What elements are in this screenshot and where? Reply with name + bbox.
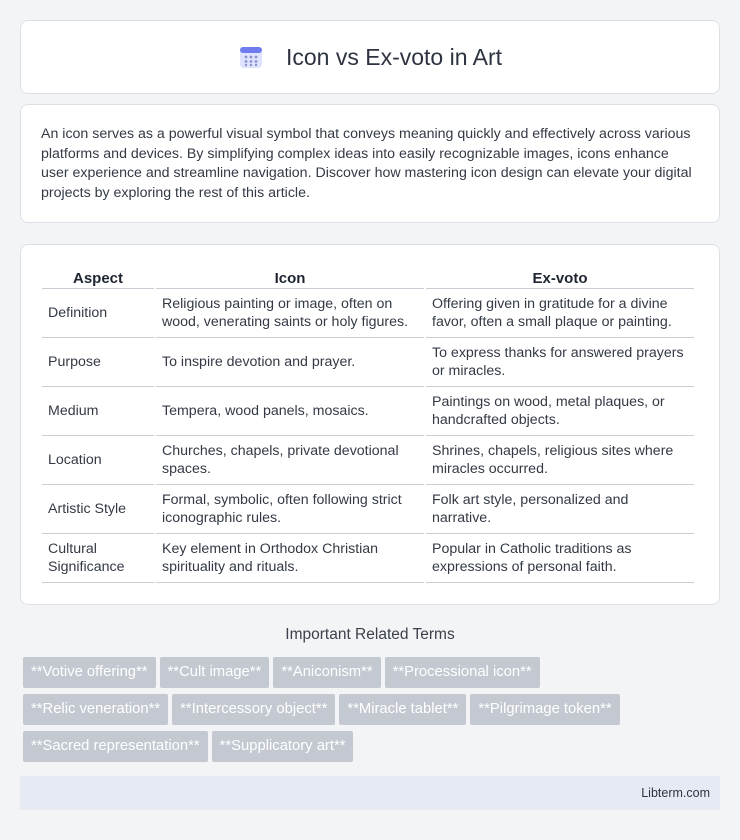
related-term-tag[interactable]: **Pilgrimage token** — [470, 694, 619, 725]
cell-icon: Religious painting or image, often on wood, venerating saints or holy figures. — [156, 289, 424, 338]
cell-icon: Churches, chapels, private devotional spaces. — [156, 436, 424, 485]
related-term-tag[interactable]: **Sacred representation** — [23, 731, 208, 762]
footer — [20, 776, 720, 810]
related-term-tag[interactable]: **Votive offering** — [23, 657, 156, 688]
table-row — [42, 289, 694, 338]
header-aspect: Aspect — [42, 262, 154, 289]
cell-exvoto: Folk art style, personalized and narrative. — [426, 485, 694, 534]
table-header-row — [42, 262, 694, 289]
calendar-icon — [238, 44, 264, 70]
related-term-tag[interactable]: **Miracle tablet** — [339, 694, 466, 725]
cell-aspect: Artistic Style — [42, 485, 154, 534]
cell-exvoto: Shrines, chapels, religious sites where miracles occurred. — [426, 436, 694, 485]
table-row — [42, 338, 694, 387]
cell-exvoto: To express thanks for answered prayers or miracles. — [426, 338, 694, 387]
related-term-tag[interactable]: **Supplicatory art** — [212, 731, 354, 762]
footer-site-link[interactable]: Libterm.com — [641, 786, 710, 800]
cell-exvoto: Paintings on wood, metal plaques, or handcrafted objects. — [426, 387, 694, 436]
cell-exvoto: Offering given in gratitude for a divine favor, often a small plaque or painting. — [426, 289, 694, 338]
related-term-tag[interactable]: **Relic veneration** — [23, 694, 168, 725]
related-term-tag[interactable]: **Processional icon** — [385, 657, 540, 688]
table-row — [42, 485, 694, 534]
related-terms-title: Important Related Terms — [285, 626, 455, 643]
cell-exvoto: Popular in Catholic traditions as expressions of personal faith. — [426, 534, 694, 583]
related-term-tag[interactable]: **Aniconism** — [273, 657, 380, 688]
cell-aspect: Purpose — [42, 338, 154, 387]
header-icon: Icon — [156, 262, 424, 289]
related-terms-list — [23, 657, 723, 768]
cell-icon: Tempera, wood panels, mosaics. — [156, 387, 424, 436]
cell-icon: Formal, symbolic, often following strict iconographic rules. — [156, 485, 424, 534]
cell-aspect: Location — [42, 436, 154, 485]
cell-icon: Key element in Orthodox Christian spirituality and rituals. — [156, 534, 424, 583]
table-row — [42, 436, 694, 485]
intro-card — [20, 104, 720, 223]
page-title: Icon vs Ex-voto in Art — [285, 43, 503, 70]
comparison-table — [40, 262, 696, 583]
intro-text: An icon serves as a powerful visual symbol that conveys meaning quickly and effectively across various platforms and devices. By simplifying complex ideas into easily recognizable images, icons enhance user experience and streamline navigation. Discover how mastering icon design can elevate your digital projects by exploring the rest of this article. — [41, 126, 692, 201]
cell-aspect: Definition — [42, 289, 154, 338]
related-term-tag[interactable]: **Cult image** — [160, 657, 270, 688]
cell-icon: To inspire devotion and prayer. — [156, 338, 424, 387]
table-row — [42, 387, 694, 436]
cell-aspect: Medium — [42, 387, 154, 436]
related-term-tag[interactable]: **Intercessory object** — [172, 694, 335, 725]
cell-aspect: Cultural Significance — [42, 534, 154, 583]
header-exvoto: Ex-voto — [426, 262, 694, 289]
comparison-card — [20, 244, 720, 605]
table-row — [42, 534, 694, 583]
header-card — [20, 20, 720, 94]
